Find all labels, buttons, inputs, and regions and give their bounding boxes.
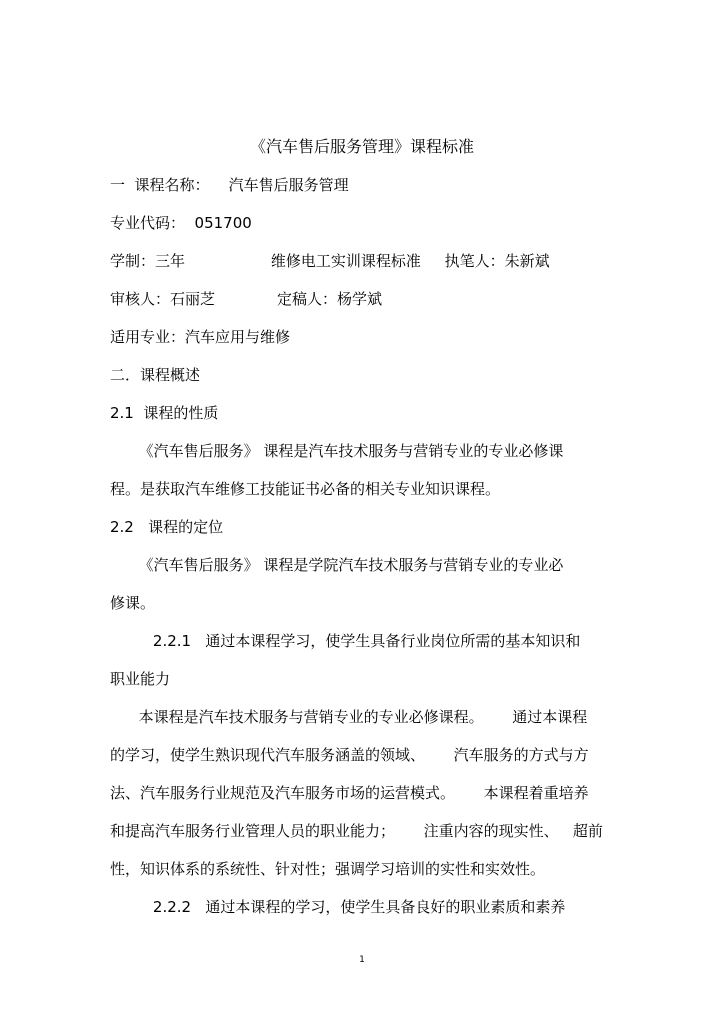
paragraph-line: 性，知识体系的系统性、针对性；强调学习培训的实性和实效性。 — [110, 860, 546, 878]
major-code-line: 专业代码： 051700 — [110, 214, 252, 232]
paragraph-line: 和提高汽车服务行业管理人员的职业能力； 注重内容的现实性、 超前 — [110, 822, 603, 840]
document-title: 《汽车售后服务管理》课程标准 — [249, 137, 474, 156]
subsection-heading: 2.2 课程的定位 — [110, 518, 224, 536]
paragraph-line: 的学习，使学生熟识现代汽车服务涵盖的领域、 汽车服务的方式与方 — [110, 746, 589, 764]
reviewer-line: 审核人：石丽芝 定稿人：杨学斌 — [110, 290, 382, 308]
applicable-major-line: 适用专业：汽车应用与维修 — [110, 328, 291, 346]
paragraph-line: 职业能力 — [110, 670, 171, 688]
subsection-heading: 2.1 课程的性质 — [110, 404, 219, 422]
section-heading: 二．课程概述 — [110, 366, 201, 384]
subsubsection-heading: 2.2.2 通过本课程的学习，使学生具备良好的职业素质和素养 — [110, 898, 566, 916]
subsubsection-heading: 2.2.1 通过本课程学习，使学生具备行业岗位所需的基本知识和 — [110, 632, 581, 650]
paragraph-line: 本课程是汽车技术服务与营销专业的专业必修课程。 通过本课程 — [110, 708, 588, 726]
paragraph-line: 《汽车售后服务》 课程是汽车技术服务与营销专业的专业必修课 — [110, 442, 564, 460]
paragraph-line: 程。是获取汽车维修工技能证书必备的相关专业知识课程。 — [110, 480, 501, 498]
paragraph-line: 法、汽车服务行业规范及汽车服务市场的运营模式。 本课程着重培养 — [110, 784, 589, 802]
paragraph-line: 修课。 — [110, 594, 156, 612]
course-name-line: 一 课程名称： 汽车售后服务管理 — [110, 176, 349, 194]
page-number: 1 — [359, 955, 365, 965]
duration-line: 学制：三年 维修电工实训课程标准 执笔人：朱新斌 — [110, 252, 550, 270]
paragraph-line: 《汽车售后服务》 课程是学院汽车技术服务与营销专业的专业必 — [110, 556, 564, 574]
